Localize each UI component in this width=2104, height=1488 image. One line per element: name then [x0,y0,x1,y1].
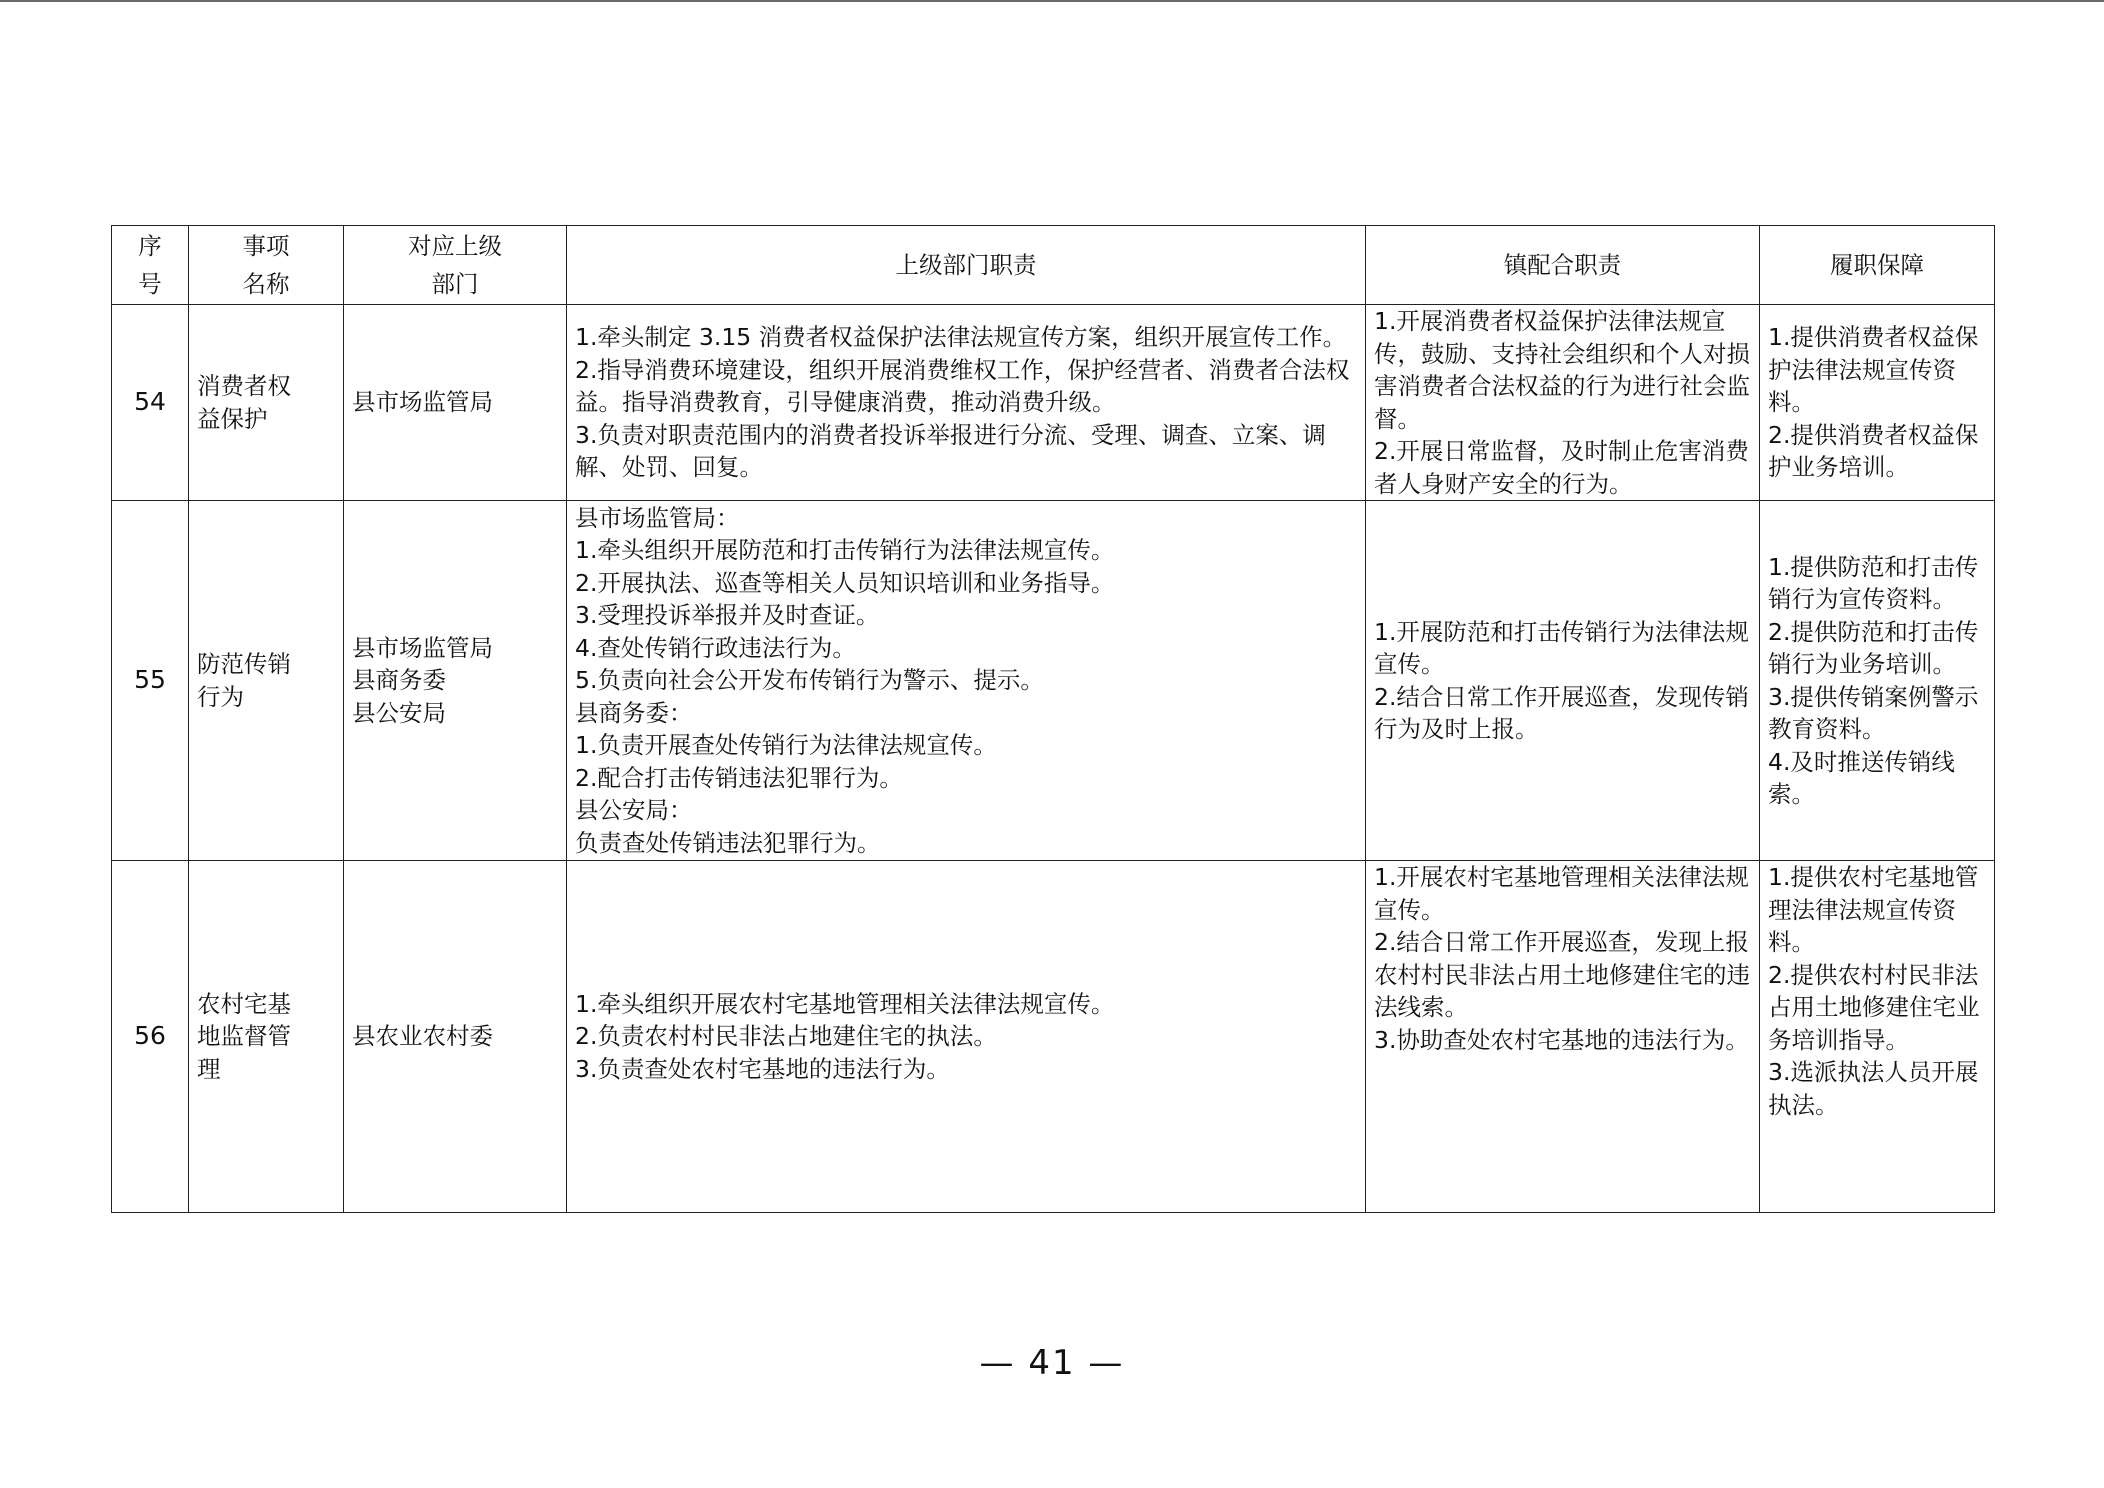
cell-line: 1.开展消费者权益保护法律法规宣传，鼓励、支持社会组织和个人对损害消费者合法权益的行为进行社会监督。 [1374,307,1750,433]
cell-line: 3.选派执法人员开展执法。 [1768,1058,1979,1119]
table-row [112,861,1995,1213]
row-item-name: 防范传销 行为 [189,501,344,861]
cell-line: 2.开展执法、巡查等相关人员知识培训和业务指导。 [575,568,1115,597]
table-row [112,305,1995,501]
cell-line: 5.负责向社会公开发布传销行为警示、提示。 [575,666,1044,695]
cell-line: 2.提供防范和打击传销行为业务培训。 [1768,617,1979,678]
cell-line: 2.提供农村村民非法占用土地修建住宅业务培训指导。 [1768,960,1980,1054]
cell-line: 1.提供防范和打击传销行为宣传资料。 [1768,552,1979,613]
row-superior-duties [567,501,1366,861]
duty-table [111,225,1995,1213]
table-header-row [112,226,1995,305]
cell-line: 1.开展农村宅基地管理相关法律法规宣传。 [1374,863,1749,924]
page-top-border [0,0,2104,2]
row-item-name: 消费者权 益保护 [189,305,344,501]
header-town-duties: 镇配合职责 [1366,226,1760,305]
row-support [1760,305,1995,501]
cell-line: 县市场监管局： [575,503,740,532]
page-number: — 41 — [979,1343,1125,1383]
row-item-name: 农村宅基 地监督管 理 [189,861,344,1213]
cell-line: 4.及时推送传销线索。 [1768,747,1955,808]
row-town-duties [1366,305,1760,501]
cell-line: 3.受理投诉举报并及时查证。 [575,601,880,630]
cell-line: 4.查处传销行政违法行为。 [575,633,856,662]
cell-line: 1.负责开展查处传销行为法律法规宣传。 [575,731,997,760]
row-superior-dept: 县市场监管局 [344,305,567,501]
cell-line: 县公安局： [575,796,693,825]
cell-line: 负责查处传销违法犯罪行为。 [575,828,881,857]
header-superior-duties: 上级部门职责 [567,226,1366,305]
row-support [1760,861,1995,1213]
header-item-name: 事项 名称 [189,226,344,305]
cell-line: 2.开展日常监督，及时制止危害消费者人身财产安全的行为。 [1374,437,1749,498]
cell-line: 1.提供消费者权益保护法律法规宣传资料。 [1768,323,1979,417]
cell-line: 3.提供传销案例警示教育资料。 [1768,682,1979,743]
cell-line: 1.牵头组织开展农村宅基地管理相关法律法规宣传。 [575,989,1115,1018]
cell-line: 3.协助查处农村宅基地的违法行为。 [1374,1025,1749,1054]
row-num: 55 [112,501,189,861]
header-support: 履职保障 [1760,226,1995,305]
header-num: 序 号 [112,226,189,305]
cell-line: 3.负责对职责范围内的消费者投诉举报进行分流、受理、调查、立案、调解、处罚、回复。 [575,420,1326,482]
row-support [1760,501,1995,861]
cell-line: 1.提供农村宅基地管理法律法规宣传资料。 [1768,863,1979,956]
row-superior-duties [567,861,1366,1213]
header-superior-dept: 对应上级 部门 [344,226,567,305]
row-num: 54 [112,305,189,501]
cell-line: 1.牵头组织开展防范和打击传销行为法律法规宣传。 [575,536,1115,565]
cell-line: 2.结合日常工作开展巡查，发现上报农村村民非法占用土地修建住宅的违法线索。 [1374,928,1750,1021]
row-town-duties [1366,861,1760,1213]
row-superior-dept: 县市场监管局 县商务委 县公安局 [344,501,567,861]
cell-line: 3.负责查处农村宅基地的违法行为。 [575,1054,950,1083]
cell-line: 1.牵头制定 3.15 消费者权益保护法律法规宣传方案，组织开展宣传工作。 [575,323,1347,352]
cell-line: 2.结合日常工作开展巡查，发现传销行为及时上报。 [1374,682,1749,743]
cell-line: 2.指导消费环境建设，组织开展消费维权工作，保护经营者、消费者合法权益。指导消费教育，引导健康消费，推动消费升级。 [575,355,1350,417]
cell-line: 2.配合打击传销违法犯罪行为。 [575,763,903,792]
row-town-duties [1366,501,1760,861]
cell-line: 1.开展防范和打击传销行为法律法规宣传。 [1374,617,1749,678]
row-num: 56 [112,861,189,1213]
row-superior-duties [567,305,1366,501]
table-row [112,501,1995,861]
cell-line: 县商务委： [575,698,693,727]
cell-line: 2.提供消费者权益保护业务培训。 [1768,420,1979,482]
row-superior-dept: 县农业农村委 [344,861,567,1213]
cell-line: 2.负责农村村民非法占地建住宅的执法。 [575,1022,997,1051]
